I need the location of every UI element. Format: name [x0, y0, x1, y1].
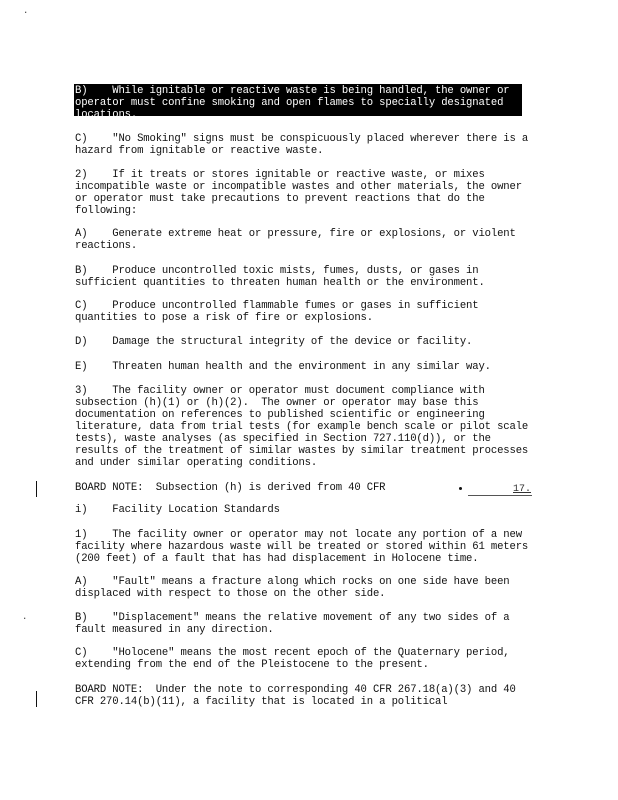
- paragraph-c3: C) "Holocene" means the most recent epoch of the Quaternary period, extending from the end of the Pleistocene to the present.: [75, 647, 516, 671]
- board-note-2: BOARD NOTE: Under the note to corresponding 40 CFR 267.18(a)(3) and 40 CFR 270.14(b)(11), a facility that is located in a political: [75, 684, 522, 708]
- paragraph-1: 1) The facility owner or operator may not locate any portion of a new facility where hazardous waste will be treated or stored within 61 meters (200 feet) of a fault that has had displacement in Holocene time.: [75, 529, 535, 565]
- paragraph-c2: C) Produce uncontrolled flammable fumes or gases in sufficient quantities to pose a risk of fire or explosions.: [75, 300, 485, 324]
- board-note-1: BOARD NOTE: Subsection (h) is derived from 40 CFR: [75, 482, 386, 494]
- revision-bar: [36, 481, 37, 497]
- paragraph-a: A) Generate extreme heat or pressure, fire or explosions, or violent reactions.: [75, 228, 522, 252]
- paragraph-b-highlighted: B) While ignitable or reactive waste is being handled, the owner or operator must confine smoking and open flames to specially designated locations.: [75, 85, 516, 121]
- revision-bar: [36, 691, 37, 707]
- paragraph-3: 3) The facility owner or operator must document compliance with subsection (h)(1) or (h)(2). The owner or operator may base this documentation on references to published scientific or engineering literature, data from trial tests (for example bench scale or pilot scale tests), waste analyses (as specified in Section 727.110(d)), or the results of the treatment of similar wastes by similar treatment processes and under similar operating conditions.: [75, 385, 535, 469]
- paragraph-e: E) Threaten human health and the environment in any similar way.: [75, 361, 491, 373]
- scan-speck: ·: [23, 8, 29, 18]
- paragraph-d: D) Damage the structural integrity of the device or facility.: [75, 336, 473, 348]
- paragraph-4-heading: i) Facility Location Standards: [75, 504, 280, 516]
- paragraph-2: 2) If it treats or stores ignitable or reactive waste, or mixes incompatible waste or incompatible wastes and other materials, the owner or operator must take precautions to prevent reactions that do the following:: [75, 169, 529, 217]
- scan-dot: [459, 487, 462, 490]
- paragraph-b: B) Produce uncontrolled toxic mists, fumes, dusts, or gases in sufficient quantities to threaten human health or the environment.: [75, 265, 485, 289]
- page-number: 17.: [513, 484, 532, 495]
- paragraph-b2: B) "Displacement" means the relative movement of any two sides of a fault measured in any direction.: [75, 612, 516, 636]
- scan-speck: ·: [22, 614, 28, 624]
- paragraph-a2: A) "Fault" means a fracture along which rocks on one side have been displaced with respect to those on the other side.: [75, 576, 516, 600]
- page-number-rule: [468, 495, 532, 496]
- paragraph-c: C) "No Smoking" signs must be conspicuously placed wherever there is a hazard from ignitable or reactive waste.: [75, 133, 535, 157]
